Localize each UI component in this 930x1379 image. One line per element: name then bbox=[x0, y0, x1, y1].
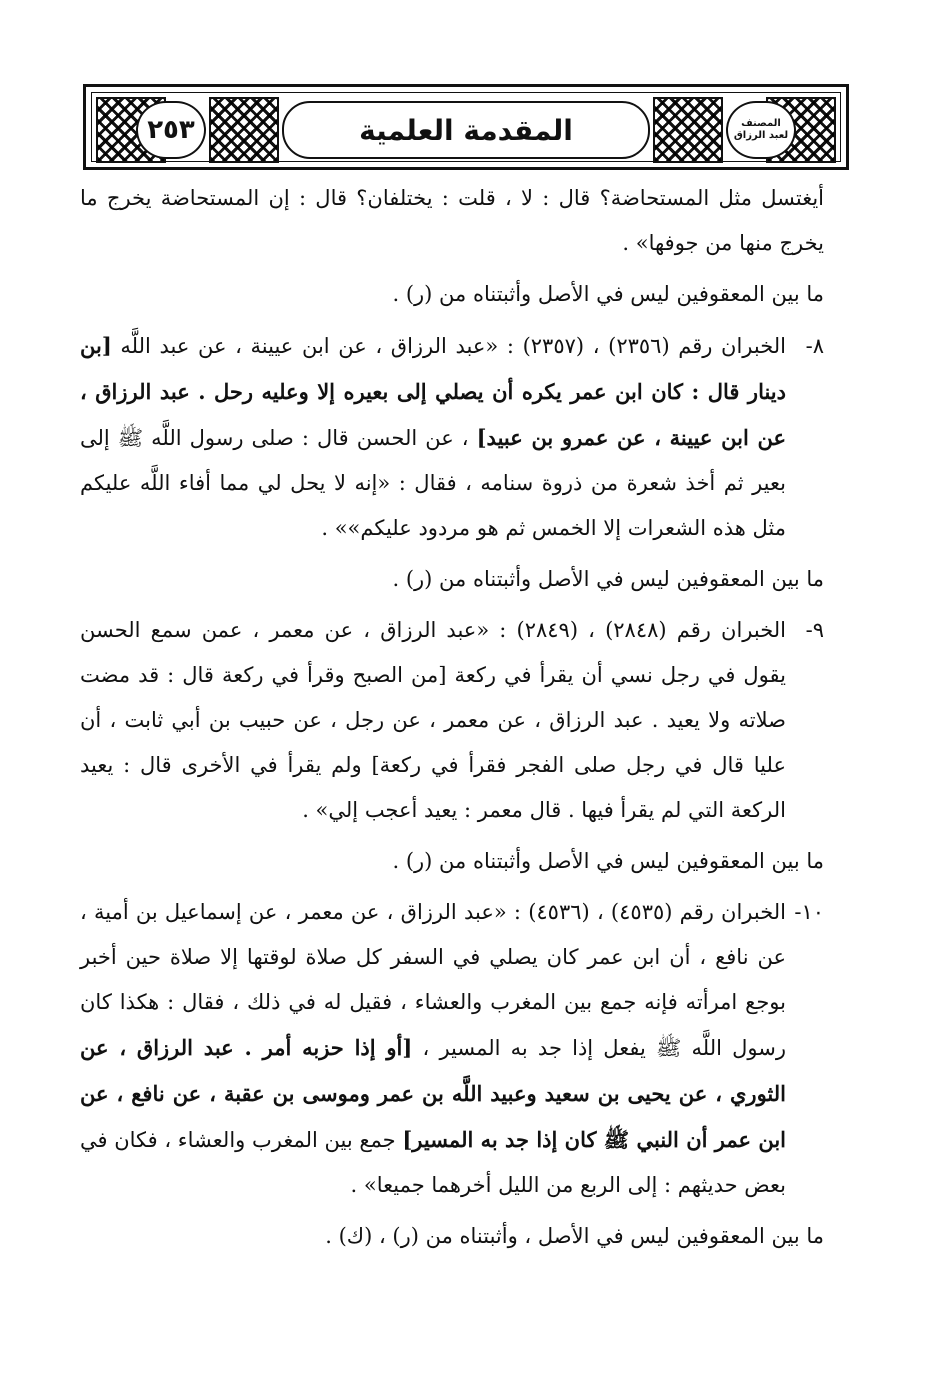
ornament-pattern bbox=[209, 97, 279, 163]
paragraph-text: الخبران رقم (٤٥٣٥) ، (٤٥٣٦) : «عبد الرزاق ، عن معمر ، عن إسماعيل بن أمية ، عن نافع ، أن ابن عمر كان يصلي في السفر كل صلاة لوقتها إلا صلاة حين أخبر بوجع امرأته فإنه جمع بين المغرب والعشاء ، فقيل له في ذلك ، فقال : هكذا كان رسول اللَّه ﷺ يفعل إذا جد به المسير ، bbox=[80, 900, 787, 1060]
paragraph-text: الخبران رقم (٢٨٤٨) ، (٢٨٤٩) : «عبد الرزاق ، عن معمر ، عمن سمع الحسن يقول في رجل نسي أن يقرأ في ركعة [من الصبح وقرأ في ركعة قال : قد مضت صلاته ولا يعيد . عبد الرزاق ، عن معمر ، عن رجل ، عن حبيب بن أبي ثابت ، أن عليا قال في رجل صلى الفجر فقرأ في ركعة] ولم يقرأ في الأخرى قال : يعيد الركعة التي لم يقرأ فيها . قال معمر : يعيد أعجب إلي» . bbox=[80, 618, 786, 822]
numbered-paragraph-9 bbox=[80, 608, 824, 833]
numbered-paragraph-8 bbox=[80, 323, 824, 551]
bracketed-insertion: [أو إذا حزبه أمر . عبد الرزاق ، عن الثوري ، عن يحيى بن سعيد وعبيد اللَّه بن عمر وموسى بن عقبة ، عن نافع ، عن ابن عمر أن النبي ﷺ كان إذا جد به المسير] bbox=[80, 1035, 786, 1152]
page-number: ٢٥٣ bbox=[147, 115, 195, 145]
item-number: ١٠- bbox=[794, 900, 825, 924]
paragraph-text: الخبران رقم (٢٣٥٦) ، (٢٣٥٧) : «عبد الرزاق ، عن ابن عيينة ، عن عبد اللَّه bbox=[111, 334, 787, 358]
editor-note: ما بين المعقوفين ليس في الأصل وأثبتناه من (ر) . bbox=[392, 567, 824, 591]
editor-note: ما بين المعقوفين ليس في الأصل وأثبتناه من (ر) . bbox=[392, 282, 824, 306]
numbered-paragraph-10 bbox=[80, 890, 824, 1208]
logo-line: المصنف bbox=[741, 118, 781, 129]
paragraph-text: ، عن الحسن قال : صلى رسول اللَّه ﷺ إلى بعير ثم أخذ شعرة من ذروة سنامه ، فقال : «إنه لا يحل لي مما أفاء اللَّه عليكم مثل هذه الشعرات إلا الخمس ثم هو مردود عليكم»» . bbox=[80, 426, 786, 540]
item-number: ٨- bbox=[805, 334, 825, 358]
editor-note: ما بين المعقوفين ليس في الأصل وأثبتناه من (ر) . bbox=[392, 849, 824, 873]
header-frame bbox=[91, 92, 841, 162]
ornament-pattern bbox=[653, 97, 723, 163]
running-title-box bbox=[282, 101, 650, 159]
page-body bbox=[80, 176, 824, 1265]
bracketed-insertion: [بن دينار قال : كان ابن عمر يكره أن يصلي إلى بعيره إلا وعليه رحل . عبد الرزاق ، عن ابن عيينة ، عن عمرو بن عبيد] bbox=[80, 333, 787, 450]
editor-note: ما بين المعقوفين ليس في الأصل ، وأثبتناه من (ر) ، (ك) . bbox=[325, 1224, 824, 1248]
page-number-box bbox=[136, 101, 206, 159]
page-header bbox=[83, 84, 849, 170]
paragraph-text: جمع بين المغرب والعشاء ، فكان في بعض حديثهم : إلى الربع من الليل أخرهما جميعا» . bbox=[79, 1128, 786, 1197]
book-logo bbox=[726, 101, 796, 159]
paragraph-continuation: أيغتسل مثل المستحاضة؟ قال : لا ، قلت : يختلفان؟ قال : إن المستحاضة يخرج ما يخرج منها من جوفها» . bbox=[80, 186, 824, 255]
logo-line: لعبد الرزاق bbox=[733, 130, 789, 141]
item-number: ٩- bbox=[805, 618, 824, 642]
running-title: المقدمة العلمية bbox=[359, 113, 573, 147]
